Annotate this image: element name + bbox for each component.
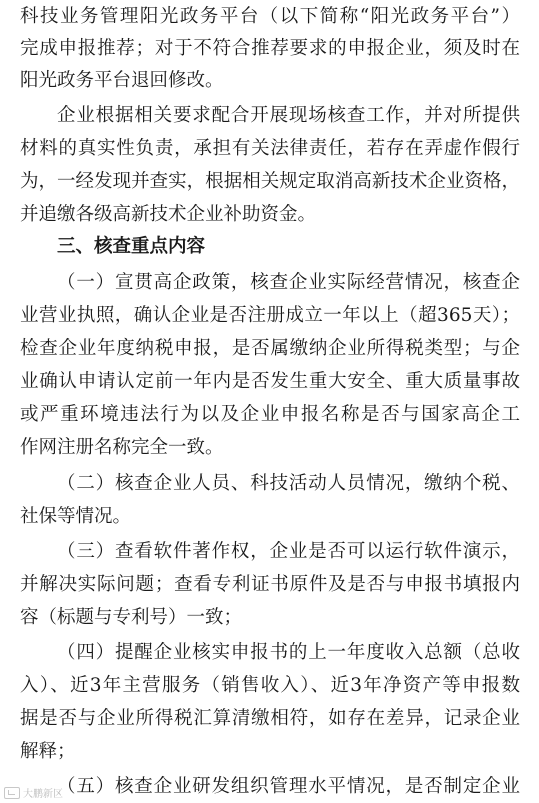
- text-line: 业确认申请认定前一年内是否发生重大安全、重大质量事故: [20, 371, 520, 392]
- text-line: 检查企业年度纳税申报，是否属缴纳企业所得税类型；与企: [20, 338, 520, 359]
- text-line: 科技业务管理阳光政务平台（以下简称“阳光政务平台”）: [20, 6, 520, 27]
- text-line: 业营业执照，确认企业是否注册成立一年以上（超365天）；: [20, 305, 520, 326]
- text-line: 材料的真实性负责，承担有关法律责任，若存在弄虚作假行: [20, 138, 520, 159]
- section-heading: 三、核查重点内容: [57, 236, 206, 257]
- text-line: （三）查看软件著作权，企业是否可以运行软件演示，: [57, 541, 520, 562]
- text-line: （五）核查企业研发组织管理水平情况，是否制定企业: [57, 776, 520, 797]
- text-line: 作网注册名称完全一致。: [20, 437, 224, 458]
- text-line: （四）提醒企业核实申报书的上一年度收入总额（总收: [57, 642, 520, 663]
- text-line: 完成申报推荐；对于不符合推荐要求的申报企业，须及时在: [20, 38, 520, 59]
- text-line: 为，一经发现并查实，根据相关规定取消高新技术企业资格，: [20, 171, 520, 192]
- text-line: （二）核查企业人员、科技活动人员情况，缴纳个税、: [57, 473, 520, 494]
- watermark: [4, 785, 63, 800]
- watermark-text: 大鹏新区: [23, 789, 63, 800]
- text-line: 社保等情况。: [20, 506, 132, 527]
- text-line: 企业根据相关要求配合开展现场核查工作，并对所提供: [57, 105, 520, 126]
- text-line: 阳光政务平台退回修改。: [20, 70, 224, 91]
- text-line: 或严重环境违法行为以及企业申报名称是否与国家高企工: [20, 404, 520, 425]
- text-line: （一）宣贯高企政策，核查企业实际经营情况，核查企: [57, 272, 520, 293]
- text-line: 入）、近3年主营服务（销售收入）、近3年净资产等申报数: [20, 675, 520, 696]
- text-line: 解释；: [20, 741, 76, 762]
- text-line: 容（标题与专利号）一致；: [20, 607, 243, 628]
- text-line: 并追缴各级高新技术企业补助资金。: [20, 204, 317, 225]
- text-line: 并解决实际问题；查看专利证书原件及是否与申报书填报内: [20, 574, 520, 595]
- watermark-logo-icon: [4, 787, 20, 799]
- text-line: 据是否与企业所得税汇算清缴相符，如存在差异，记录企业: [20, 708, 520, 729]
